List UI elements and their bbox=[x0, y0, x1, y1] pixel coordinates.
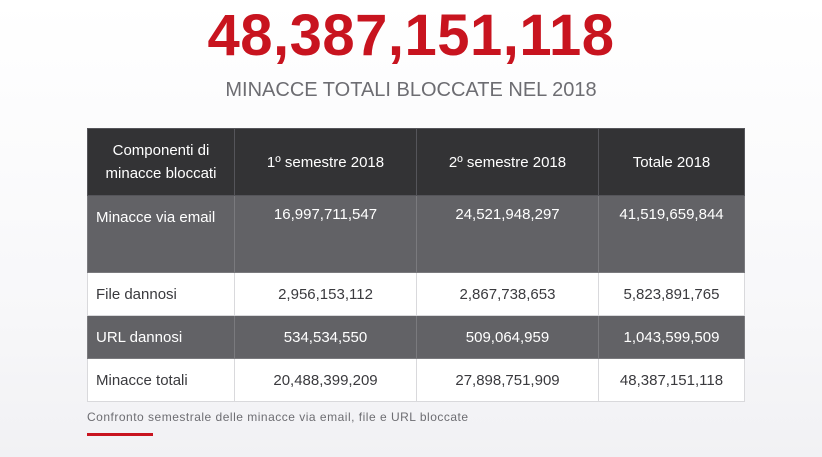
row-label: File dannosi bbox=[88, 273, 235, 316]
page-subtitle: MINACCE TOTALI BLOCCATE NEL 2018 bbox=[225, 79, 597, 101]
table-caption: Confronto semestrale delle minacce via email, file e URL bloccate bbox=[87, 410, 469, 424]
cell-second-half: 2,867,738,653 bbox=[417, 273, 599, 316]
cell-first-half: 20,488,399,209 bbox=[235, 359, 417, 402]
cell-total: 48,387,151,118 bbox=[599, 359, 745, 402]
table-row bbox=[88, 273, 745, 316]
column-header-second-half: 2º semestre 2018 bbox=[417, 129, 599, 196]
cell-second-half: 27,898,751,909 bbox=[417, 359, 599, 402]
row-label: URL dannosi bbox=[88, 316, 235, 359]
cell-first-half: 534,534,550 bbox=[235, 316, 417, 359]
cell-second-half: 24,521,948,297 bbox=[417, 196, 599, 273]
table-header-row bbox=[88, 129, 745, 196]
table-row bbox=[88, 359, 745, 402]
column-header-components: Componenti di minacce bloccati bbox=[88, 129, 235, 196]
row-label: Minacce via email bbox=[88, 196, 235, 273]
table-row bbox=[88, 196, 745, 273]
table-row bbox=[88, 316, 745, 359]
row-label: Minacce totali bbox=[88, 359, 235, 402]
threats-table bbox=[87, 128, 745, 402]
column-header-total: Totale 2018 bbox=[599, 129, 745, 196]
cell-first-half: 2,956,153,112 bbox=[235, 273, 417, 316]
cell-total: 1,043,599,509 bbox=[599, 316, 745, 359]
cell-second-half: 509,064,959 bbox=[417, 316, 599, 359]
total-threats-number: 48,387,151,118 bbox=[207, 3, 615, 68]
column-header-first-half: 1º semestre 2018 bbox=[235, 129, 417, 196]
caption-accent-rule bbox=[87, 433, 153, 436]
cell-first-half: 16,997,711,547 bbox=[235, 196, 417, 273]
cell-total: 5,823,891,765 bbox=[599, 273, 745, 316]
cell-total: 41,519,659,844 bbox=[599, 196, 745, 273]
